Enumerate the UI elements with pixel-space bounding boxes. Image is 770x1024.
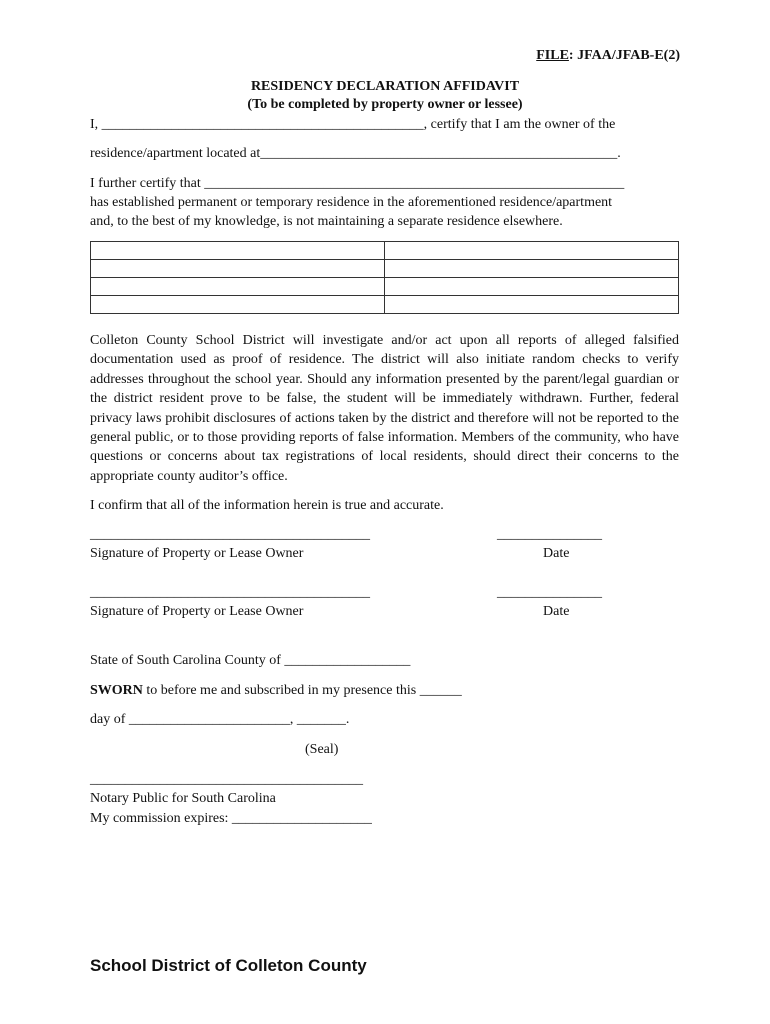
table-cell[interactable]	[385, 278, 679, 296]
date-line-2[interactable]: _______________	[497, 585, 602, 600]
owner-signature-line-1[interactable]: ________________________________________	[90, 527, 370, 542]
document-subtitle: (To be completed by property owner or lessee)	[247, 97, 523, 112]
file-code	[536, 48, 680, 64]
policy-paragraph: Colleton County School District will investigate and/or act upon all reports of alleged falsified documentation used as proof of residence. The district will also initiate random checks to verify addresses throughout the school year. Should any information presented by the parent/legal guardian or the district resident prove to be false, the student will be immediately withdrawn. Further, federal privacy laws prohibit disclosures of actions taken by the district and therefore will not be reported to the general public, or to those providing reports of false information. Members of the community, who have questions or concerns about tax registrations of local residents, should direct their concerns to the appropriate county auditor’s office.	[90, 333, 679, 484]
owner-signature-line-2[interactable]: ________________________________________	[90, 585, 370, 600]
table-row	[91, 278, 679, 296]
date-label-1: Date	[543, 546, 570, 561]
table-cell[interactable]	[91, 242, 385, 260]
residence-address-line[interactable]: residence/apartment located at___________________________________________________.	[90, 146, 621, 161]
sworn-text: to before me and subscribed in my presence this ______	[142, 683, 462, 698]
table-cell[interactable]	[91, 278, 385, 296]
notary-public-label: Notary Public for South Carolina	[90, 791, 276, 806]
table-cell[interactable]	[91, 296, 385, 314]
footer-district-name: School District of Colleton County	[90, 956, 367, 975]
owner-signature-label-1: Signature of Property or Lease Owner	[90, 546, 304, 561]
notary-signature-line[interactable]: _______________________________________	[90, 772, 363, 787]
date-label-2: Date	[543, 604, 570, 619]
table-row	[91, 242, 679, 260]
file-label: FILE	[536, 48, 569, 63]
sworn-line[interactable]	[90, 683, 462, 699]
table-cell[interactable]	[385, 242, 679, 260]
table-cell[interactable]	[385, 260, 679, 278]
seal-label: (Seal)	[305, 742, 339, 757]
resident-table	[90, 241, 679, 314]
table-row	[91, 260, 679, 278]
state-county-line[interactable]: State of South Carolina County of __________________	[90, 653, 411, 668]
table-cell[interactable]	[91, 260, 385, 278]
owner-name-line[interactable]: I, ______________________________________________, certify that I am the owner of the	[90, 117, 616, 132]
confirmation-statement: I confirm that all of the information herein is true and accurate.	[90, 498, 444, 513]
document-title: RESIDENCY DECLARATION AFFIDAVIT	[250, 79, 520, 94]
file-code-value: : JFAA/JFAB-E(2)	[568, 48, 680, 63]
table-cell[interactable]	[385, 296, 679, 314]
knowledge-text: and, to the best of my knowledge, is not maintaining a separate residence elsewhere.	[90, 214, 563, 229]
owner-signature-label-2: Signature of Property or Lease Owner	[90, 604, 304, 619]
table-row	[91, 296, 679, 314]
date-line-1[interactable]: _______________	[497, 527, 602, 542]
sworn-word: SWORN	[90, 683, 143, 698]
commission-expires-line[interactable]: My commission expires: ____________________	[90, 811, 372, 826]
resident-name-line[interactable]: I further certify that ____________________________________________________________	[90, 176, 625, 191]
established-residence-text: has established permanent or temporary residence in the aforementioned residence/apartment	[90, 195, 613, 210]
day-of-line[interactable]: day of _______________________, _______.	[90, 712, 350, 727]
